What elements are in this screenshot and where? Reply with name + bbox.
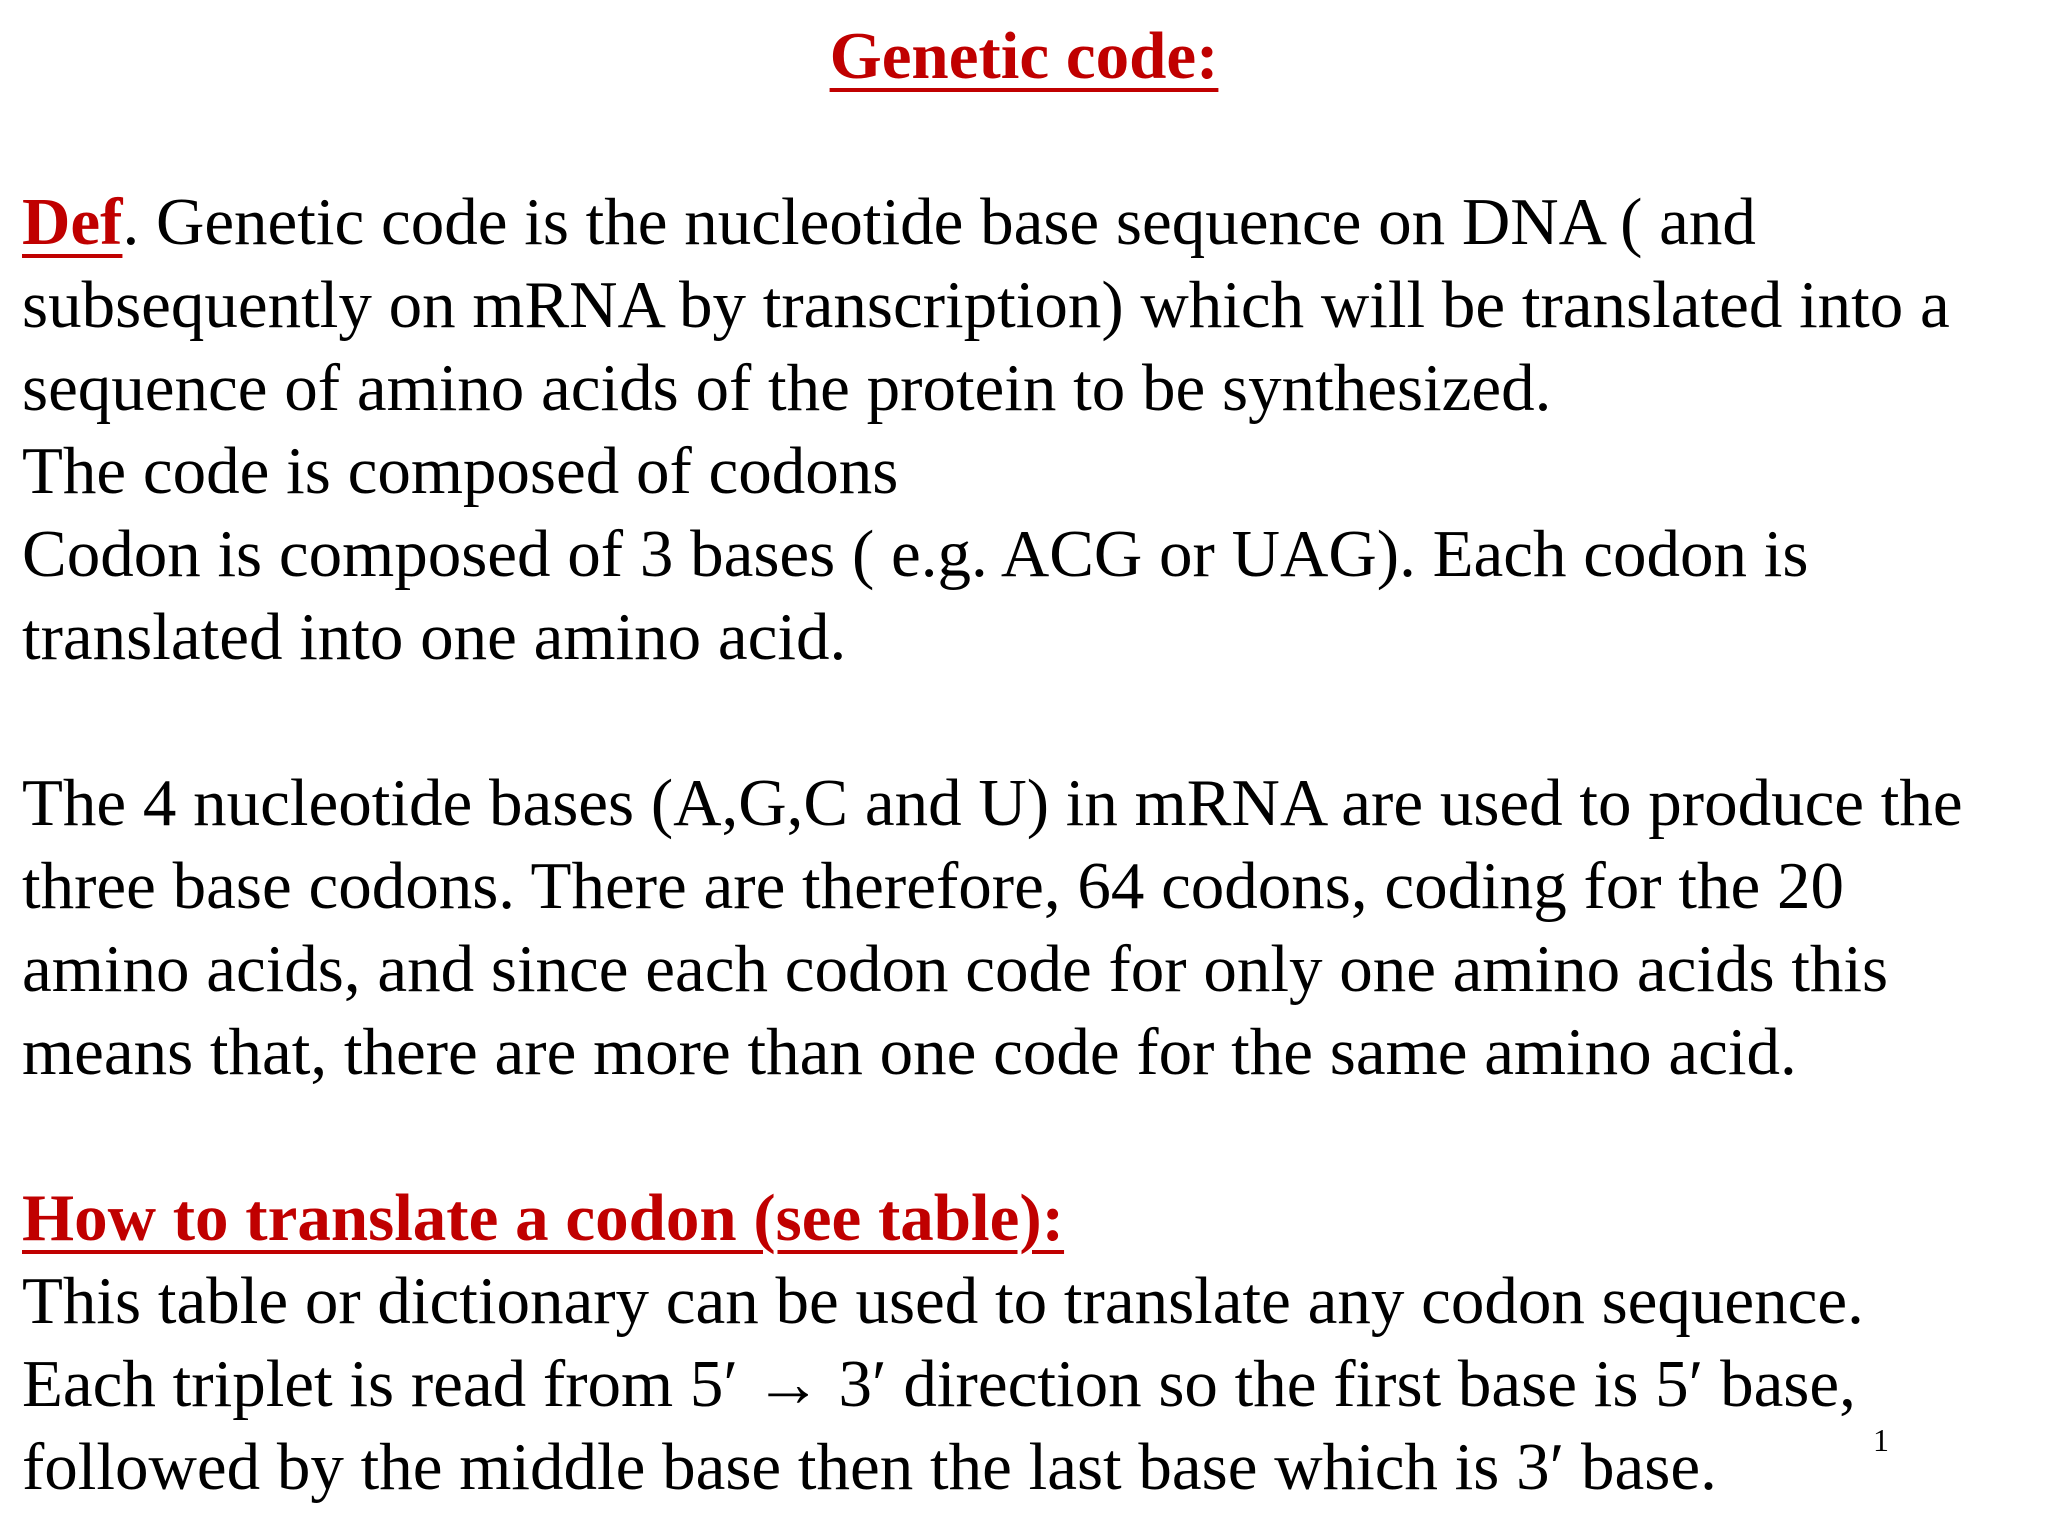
definition-line-2: subsequently on mRNA by transcription) which will be translated into a	[22, 268, 1950, 342]
bases-line-3: amino acids, and since each codon code for only one amino acids this	[22, 932, 1889, 1006]
translate-heading-text: How to translate a codon (see table):	[22, 1181, 1065, 1255]
page-title	[0, 14, 2048, 98]
page-title-text: Genetic code:	[829, 19, 1219, 93]
bases-line-1: The 4 nucleotide bases (A,G,C and U) in mRNA are used to produce the	[22, 766, 1963, 840]
translate-line-1: This table or dictionary can be used to translate any codon sequence.	[22, 1264, 1864, 1338]
definition-label: Def	[22, 185, 123, 259]
codons-line-2: Codon is composed of 3 bases ( e.g. ACG or UAG). Each codon is	[22, 517, 1809, 591]
translate-heading	[22, 1176, 1064, 1260]
definition-line-1-text: . Genetic code is the nucleotide base sequence on DNA ( and	[122, 185, 1756, 259]
translate-line-2: Each triplet is read from 5′ → 3′ direction so the first base is 5′ base,	[22, 1347, 1856, 1421]
codons-line-3: translated into one amino acid.	[22, 600, 847, 674]
codons-line-1: The code is composed of codons	[22, 434, 899, 508]
definition-line-1	[22, 180, 1756, 264]
bases-line-2: three base codons. There are therefore, 64 codons, coding for the 20	[22, 849, 1844, 923]
bases-line-4: means that, there are more than one code for the same amino acid.	[22, 1015, 1797, 1089]
page-number: 1	[1873, 1422, 1889, 1458]
translate-line-3: followed by the middle base then the last base which is 3′ base.	[22, 1430, 1717, 1504]
definition-line-3: sequence of amino acids of the protein to be synthesized.	[22, 351, 1552, 425]
